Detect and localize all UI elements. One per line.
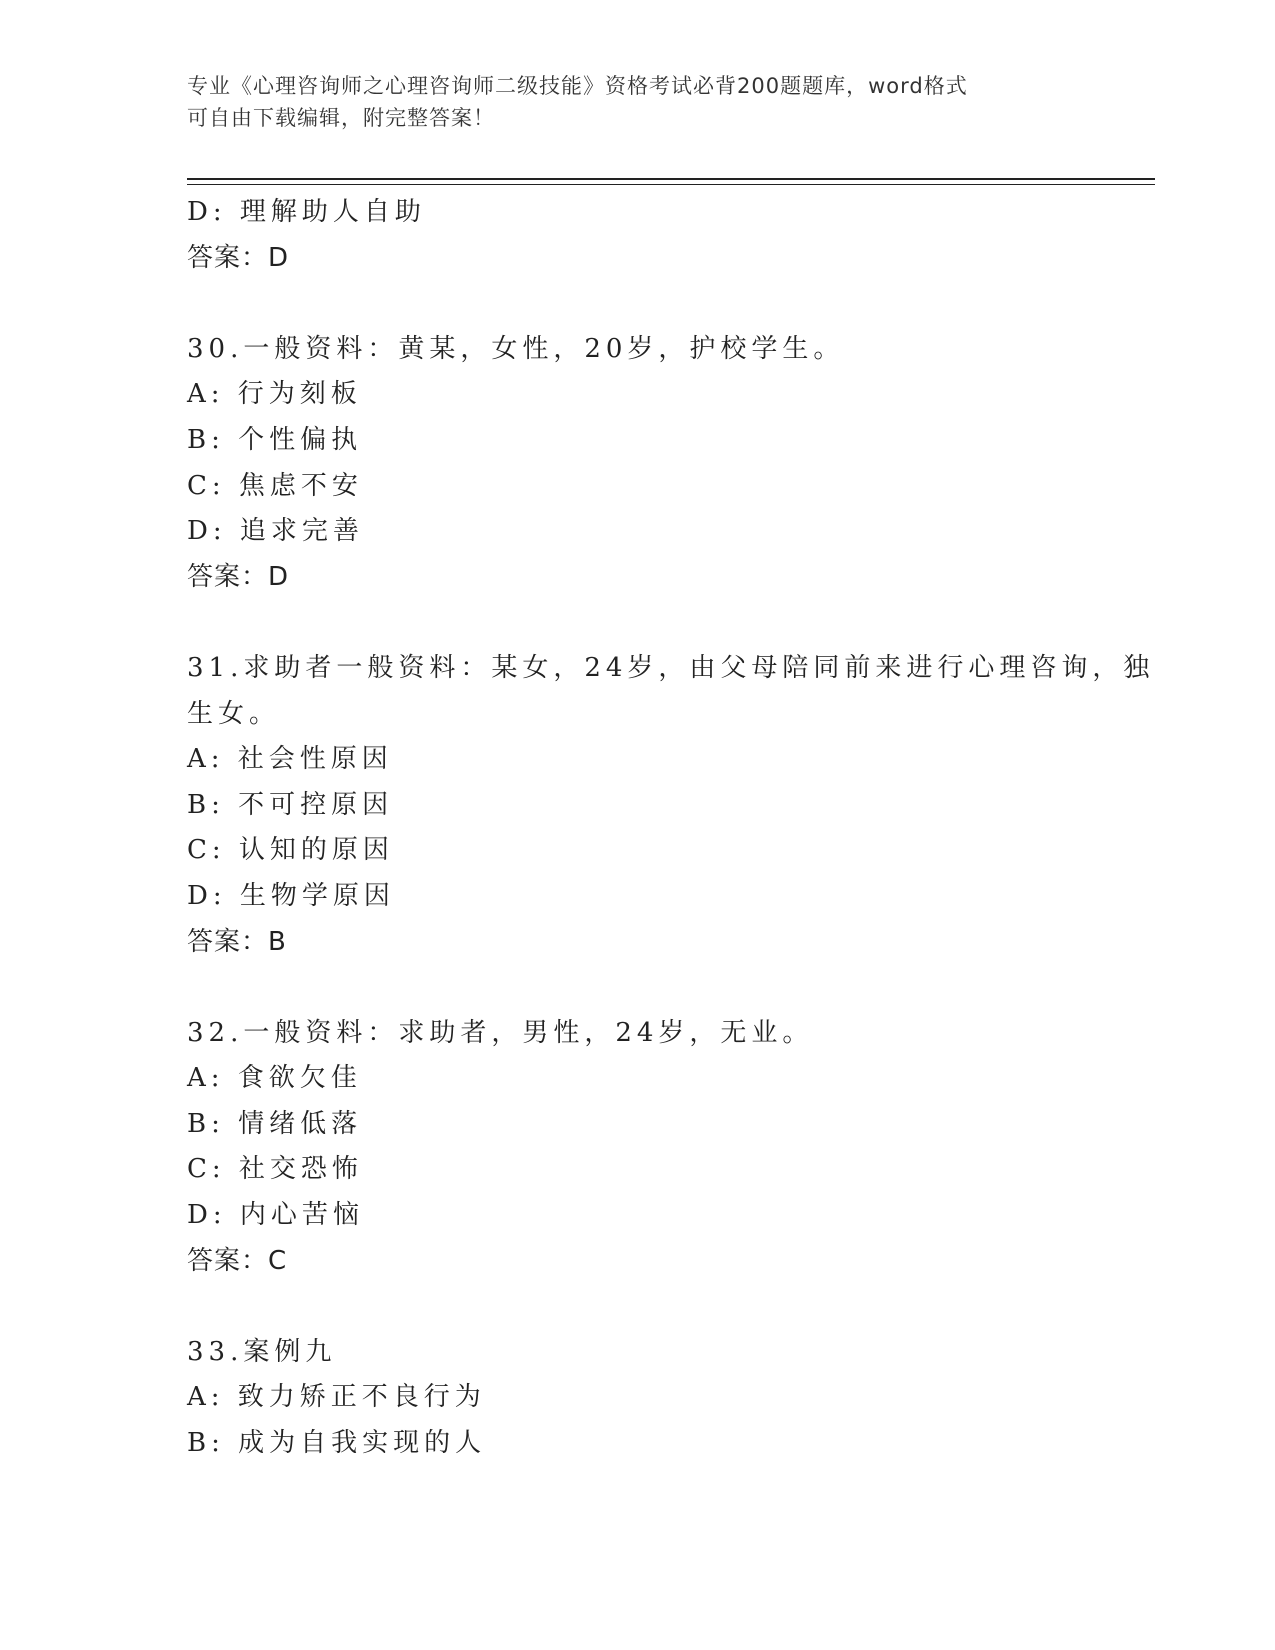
option-line: D: 生物学原因 (187, 880, 395, 911)
header-line-1: 专业《心理咨询师之心理咨询师二级技能》资格考试必背200题题库，word格式 (187, 74, 968, 98)
header-divider-thin (187, 184, 1155, 185)
option-line: B: 不可控原因 (187, 789, 394, 820)
option-line: C: 认知的原因 (187, 835, 394, 866)
option-line: A: 食欲欠佳 (187, 1063, 362, 1094)
option-line: D: 内心苦恼 (187, 1200, 364, 1231)
option-line: D: 理解助人自助 (187, 197, 426, 227)
option-line: B: 情绪低落 (187, 1108, 363, 1139)
question-text: 32.一般资料：求助者，男性，24岁，无业。 (187, 1017, 814, 1048)
question-text: 30.一般资料：黄某，女性，20岁，护校学生。 (187, 333, 845, 364)
option-line: A: 行为刻板 (187, 379, 362, 410)
question-text: 31.求助者一般资料：某女，24岁，由父母陪同前来进行心理咨询，独 (187, 652, 1155, 683)
header-line-2: 可自由下载编辑，附完整答案！ (187, 106, 495, 130)
spacer (187, 281, 1087, 327)
option-line: C: 焦虑不安 (187, 470, 363, 501)
option-line: A: 致力矫正不良行为 (187, 1382, 486, 1413)
spacer (187, 1284, 1087, 1330)
option-line: B: 成为自我实现的人 (187, 1428, 487, 1459)
option-line: B: 个性偏执 (187, 424, 363, 455)
answer-line: 答案：D (187, 561, 290, 592)
answer-line: 答案：D (187, 242, 290, 273)
question-text: 33.案例九 (187, 1336, 337, 1367)
header-divider-thick (187, 178, 1155, 180)
answer-line: 答案：B (187, 926, 287, 957)
question-list (187, 190, 1155, 1467)
document-header (187, 70, 1067, 134)
spacer (187, 965, 1087, 1011)
spacer (187, 600, 1087, 646)
option-line: D: 追求完善 (187, 516, 364, 547)
option-line: C: 社交恐怖 (187, 1154, 363, 1185)
answer-line: 答案：C (187, 1245, 288, 1276)
option-line: A: 社会性原因 (187, 744, 393, 775)
question-text: 生女。 (187, 698, 281, 729)
